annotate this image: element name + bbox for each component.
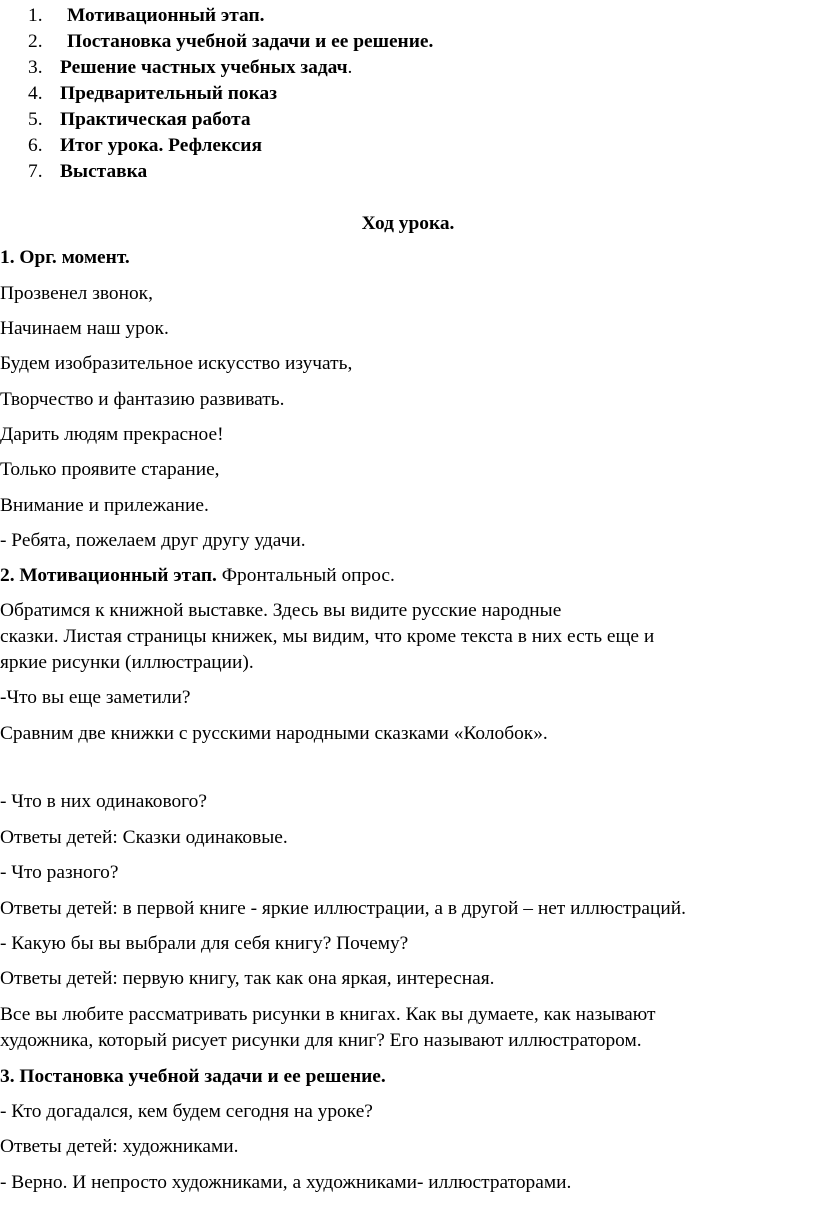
plan-item-text: Практическая работа — [60, 109, 251, 130]
plan-item-number: 3. — [28, 57, 43, 78]
plan-item-text-main: Решение частных учебных задач — [60, 57, 348, 78]
question-line: -Что вы еще заметили? — [0, 687, 191, 708]
poem-line: Только проявите старание, — [0, 459, 220, 480]
lesson-title: Ход урока. — [361, 213, 455, 234]
plan-item-text: Постановка учебной задачи и ее решение. — [67, 31, 434, 52]
section-2-heading-bold: 2. Мотивационный этап. — [0, 565, 217, 586]
question-line: - Какую бы вы выбрали для себя книгу? Почему? — [0, 933, 409, 954]
answer-line: Ответы детей: Сказки одинаковые. — [0, 827, 288, 848]
section-1-heading: 1. Орг. момент. — [0, 247, 130, 268]
answer-line: Ответы детей: первую книгу, так как она яркая, интересная. — [0, 968, 495, 989]
plan-item-number: 5. — [28, 109, 43, 130]
plan-item-number: 7. — [28, 161, 43, 182]
question-line: - Кто догадался, кем будем сегодня на уроке? — [0, 1101, 373, 1122]
poem-line: Прозвенел звонок, — [0, 283, 153, 304]
poem-line: Дарить людям прекрасное! — [0, 424, 224, 445]
section-3-heading: 3. Постановка учебной задачи и ее решение. — [0, 1066, 386, 1087]
plan-item-number: 2. — [28, 31, 43, 52]
plan-item-text: Выставка — [60, 161, 148, 182]
paragraph-line: яркие рисунки (иллюстрации). — [0, 652, 254, 673]
section-2-heading-rest: Фронтальный опрос. — [216, 565, 395, 586]
answer-line: Ответы детей: художниками. — [0, 1136, 239, 1157]
question-line: - Что в них одинакового? — [0, 791, 207, 812]
plan-item-number: 1. — [28, 5, 43, 26]
paragraph-line: Все вы любите рассматривать рисунки в книгах. Как вы думаете, как называют — [0, 1004, 656, 1025]
poem-line: Внимание и прилежание. — [0, 495, 209, 516]
plan-item-text: Итог урока. Рефлексия — [60, 135, 262, 156]
plan-item-text — [60, 57, 352, 79]
paragraph-line: Обратимся к книжной выставке. Здесь вы видите русские народные — [0, 600, 562, 621]
teacher-line: - Верно. И непросто художниками, а художниками- иллюстраторами. — [0, 1172, 572, 1193]
section-2-heading — [0, 565, 395, 587]
paragraph-line: художника, который рисует рисунки для книг? Его называют иллюстратором. — [0, 1030, 642, 1051]
compare-line: Сравним две книжки с русскими народными сказками «Колобок». — [0, 723, 548, 744]
paragraph-line: сказки. Листая страницы книжек, мы видим, что кроме текста в них есть еще и — [0, 626, 655, 647]
greeting-line: - Ребята, пожелаем друг другу удачи. — [0, 530, 306, 551]
question-line: - Что разного? — [0, 862, 119, 883]
plan-item-text: Мотивационный этап. — [67, 5, 265, 26]
answer-line: Ответы детей: в первой книге - яркие иллюстрации, а в другой – нет иллюстраций. — [0, 898, 686, 919]
plan-item-number: 4. — [28, 83, 43, 104]
poem-line: Творчество и фантазию развивать. — [0, 389, 285, 410]
poem-line: Будем изобразительное искусство изучать, — [0, 353, 353, 374]
plan-item-number: 6. — [28, 135, 43, 156]
plan-item-text: Предварительный показ — [60, 83, 277, 104]
poem-line: Начинаем наш урок. — [0, 318, 169, 339]
plan-item-suffix: . — [347, 57, 353, 78]
